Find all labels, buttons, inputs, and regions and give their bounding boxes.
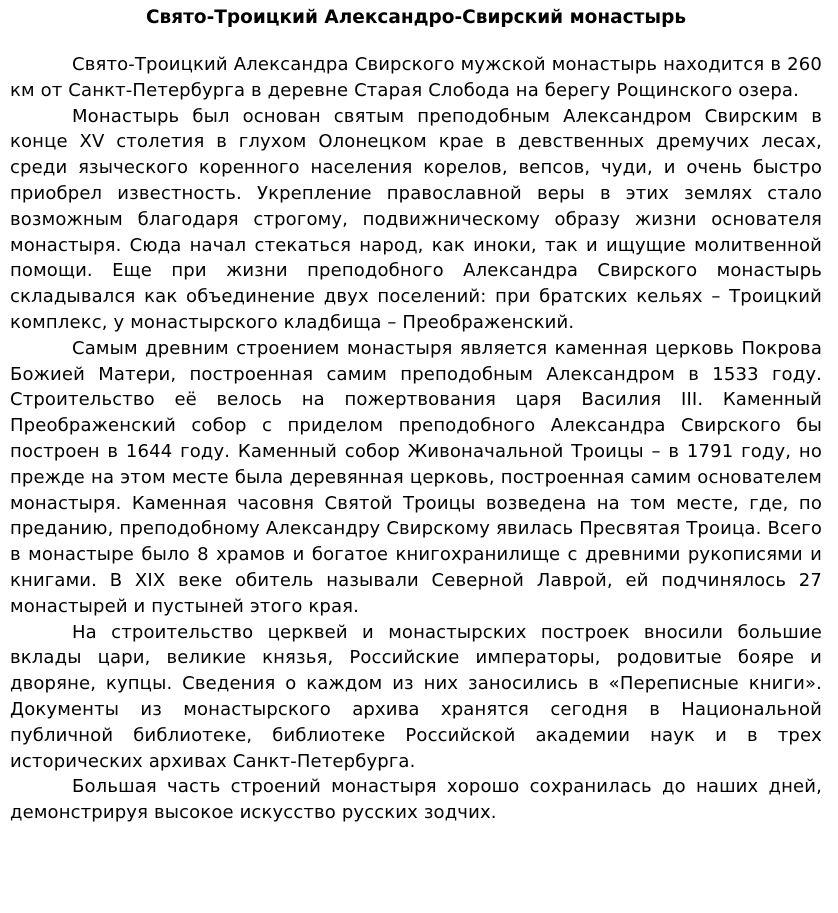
- paragraph-conclusion: Большая часть строений монастыря хорошо сохранилась до наших дней, демонстрируя высокое искусство русских зодчих.: [10, 776, 822, 824]
- paragraph-buildings: Самым древним строением монастыря является каменная церковь Покрова Божией Матери, построенная самим преподобным Александром в 1533 году. Строительство её велось на пожертвования царя Василия III. Каменный Преображенский собор с приделом преподобного Александра Свирского бы построен в 1644 году. Каменный собор Живоначальной Троицы – в 1791 году, но прежде на этом месте была деревянная церковь, построенная самим основателем монастыря. Каменная часовня Святой Троицы возведена на том месте, где, по преданию, преподобному Александру Свирскому явилась Пресвятая Троица. Всего в монастыре было 8 храмов и богатое книгохранилище с древними рукописями и книгами. В XIX веке обитель называли Северной Лаврой, ей подчинялось 27 монастырей и пустыней этого края.: [10, 337, 822, 617]
- document-title: Свято-Троицкий Александро-Свирский монастырь: [145, 7, 687, 28]
- paragraph-location: Свято-Троицкий Александра Свирского мужской монастырь находится в 260 км от Санкт-Петербурга в деревне Старая Слобода на берегу Рощинского озера.: [10, 54, 822, 101]
- paragraph-donations: На строительство церквей и монастырских построек вносили большие вклады цари, великие князья, Российские императоры, родовитые бояре и дворяне, купцы. Сведения о каждом из них заносились в «Переписные книги». Документы из монастырского архива хранятся сегодня в Национальной публичной библиотеке, библиотеке Российской академии наук и в трех исторических архивах Санкт-Петербурга.: [10, 621, 822, 772]
- document-page: [10, 6, 822, 826]
- paragraph-founding: Монастырь был основан святым преподобным Александром Свирским в конце XV столетия в глухом Олонецком крае в девственных дремучих лесах, среди языческого коренного населения корелов, вепсов, чуди, и очень быстро приобрел известность. Укрепление православной веры в этих землях стало возможным благодаря строгому, подвижническому образу жизни основателя монастыря. Сюда начал стекаться народ, как иноки, так и ищущие молитвенной помощи. Еще при жизни преподобного Александра Свирского монастырь складывался как объединение двух поселений: при братских кельях – Троицкий комплекс, у монастырского кладбища – Преображенский.: [10, 105, 822, 333]
